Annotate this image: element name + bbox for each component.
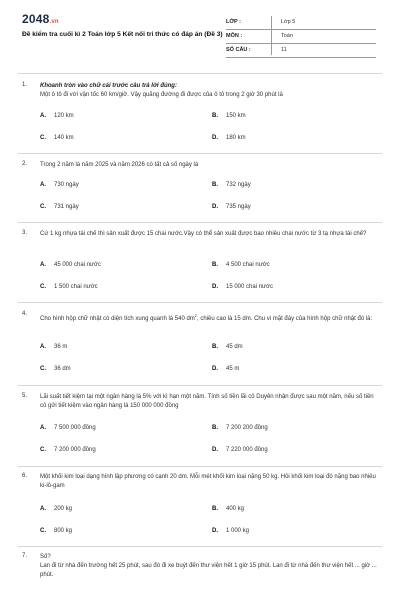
meta-label: SỐ CÂU : — [226, 47, 251, 53]
divider — [18, 153, 382, 154]
option-letter: B. — [212, 425, 218, 431]
logo-suffix: .vn — [49, 19, 59, 25]
option-a[interactable] — [40, 344, 67, 350]
question-number: 1. — [22, 82, 28, 88]
option-letter: A. — [40, 425, 46, 431]
option-text: 7 220 000 đồng — [226, 447, 268, 453]
option-d[interactable] — [212, 447, 268, 453]
option-letter: A. — [40, 113, 46, 119]
option-text: 7 500 000 đồng — [54, 425, 96, 431]
question-stem — [40, 393, 380, 411]
option-letter: C. — [40, 366, 46, 372]
option-d[interactable] — [212, 284, 273, 290]
option-letter: C. — [40, 447, 46, 453]
option-letter: C. — [40, 204, 46, 210]
question-number: 4. — [22, 311, 28, 317]
question-text: Lan đi từ nhà đến trường hết 25 phút, sau đó đi xe buýt đến thư viện hết 1 giờ 15 phút. Lan đi từ nhà đến thư viện hết ... giờ ... phút. — [40, 563, 377, 578]
meta-label: MÔN : — [226, 33, 243, 39]
logo-number: 2048 — [22, 12, 50, 26]
option-letter: D. — [212, 284, 218, 290]
option-c[interactable] — [40, 135, 74, 141]
option-a[interactable] — [40, 113, 74, 119]
option-c[interactable] — [40, 204, 79, 210]
option-d[interactable] — [212, 204, 251, 210]
option-text: 7 200 200 đồng — [226, 425, 268, 431]
option-a[interactable] — [40, 262, 101, 268]
divider — [18, 222, 382, 223]
divider — [18, 546, 382, 547]
option-text: 180 km — [226, 135, 246, 141]
question-number: 3. — [22, 230, 28, 236]
option-d[interactable] — [212, 366, 239, 372]
instruction: Khoanh tròn vào chữ cái trước câu trả lời đúng: — [40, 83, 177, 89]
meta-value: Lớp 5 — [281, 19, 296, 25]
option-text: 730 ngày — [54, 182, 79, 188]
question-prompt: Số? — [40, 554, 51, 560]
question-stem — [40, 311, 380, 324]
option-d[interactable] — [212, 135, 246, 141]
question-number: 7. — [22, 553, 28, 559]
option-text: 45 dm — [226, 344, 243, 350]
question-number: 2. — [22, 161, 28, 167]
question-stem — [40, 161, 380, 170]
option-text: 735 ngày — [226, 204, 251, 210]
option-text: 15 000 chai nước — [226, 284, 273, 290]
option-d[interactable] — [212, 528, 249, 534]
question-text: Cứ 1 kg nhựa tái chế thì sản xuất được 15 chai nước.Vậy có thể sản xuất được bao nhiêu chai nước từ 3 tạ nhựa tái chế? — [40, 231, 367, 237]
question-text: Cho hình hộp chữ nhật có diện tích xung quanh là 540 dm — [40, 316, 195, 322]
header — [0, 0, 400, 66]
option-b[interactable] — [212, 344, 243, 350]
option-letter: B. — [212, 113, 218, 119]
option-text: 150 km — [226, 113, 246, 119]
question-stem — [40, 82, 380, 100]
option-text: 800 kg — [54, 528, 73, 534]
option-letter: D. — [212, 135, 218, 141]
option-text: 7 200 000 đồng — [54, 447, 96, 453]
option-text: 36 m — [54, 344, 68, 350]
page-title: Đề kiểm tra cuối kì 2 Toán lớp 5 Kết nối tri thức có đáp án (Đề 3) — [22, 31, 223, 38]
option-letter: A. — [40, 182, 46, 188]
option-text: 732 ngày — [226, 182, 251, 188]
option-b[interactable] — [212, 113, 246, 119]
option-letter: C. — [40, 135, 46, 141]
meta-divider — [271, 16, 272, 55]
option-text: 400 kg — [226, 506, 245, 512]
option-text: 1 000 kg — [226, 528, 250, 534]
option-text: 200 kg — [54, 506, 73, 512]
question-stem — [40, 473, 380, 491]
question-number: 5. — [22, 393, 28, 399]
question-stem — [40, 553, 380, 580]
question-text: Lãi suất tiết kiệm tại một ngân hàng là 5% với kì hạn một năm. Tính số tiền lãi cô Duyên nhận được sau một năm, nếu số tiền cô gửi tiết kiệm vào ngân hàng là 150 000 000 đồng — [40, 394, 374, 409]
option-letter: A. — [40, 262, 46, 268]
question-text: Một khối kim loại dạng hình lập phương có cạnh 20 dm. Mỗi mét khối kim loại nặng 50 kg. Hỏi khối kim loại đó nặng bao nhiêu ki-lô-gam — [40, 474, 376, 489]
option-text: 45 m — [226, 366, 240, 372]
meta-row-socau — [226, 44, 376, 58]
option-letter: D. — [212, 447, 218, 453]
question-text: Trong 2 năm là năm 2025 và năm 2026 có tất cả số ngày là — [40, 162, 199, 168]
option-b[interactable] — [212, 262, 270, 268]
option-text: 140 km — [54, 135, 74, 141]
option-a[interactable] — [40, 506, 72, 512]
meta-row-mon — [226, 30, 376, 44]
meta-row-lop — [226, 16, 376, 30]
question-number: 6. — [22, 473, 28, 479]
option-letter: D. — [212, 366, 218, 372]
meta-value: 11 — [281, 47, 287, 53]
option-text: 36 dm — [54, 366, 71, 372]
option-letter: B. — [212, 262, 218, 268]
option-letter: A. — [40, 344, 46, 350]
option-letter: D. — [212, 528, 218, 534]
option-letter: B. — [212, 344, 218, 350]
option-b[interactable] — [212, 425, 268, 431]
question-text-cont: , chiều cao là 15 dm. Chu vi mặt đáy của hình hộp chữ nhật đó là: — [197, 316, 373, 322]
option-b[interactable] — [212, 182, 251, 188]
option-letter: D. — [212, 204, 218, 210]
divider — [18, 466, 382, 467]
option-a[interactable] — [40, 182, 79, 188]
option-letter: B. — [212, 182, 218, 188]
option-letter: C. — [40, 284, 46, 290]
option-text: 120 km — [54, 113, 74, 119]
option-text: 4 500 chai nước — [226, 262, 270, 268]
option-text: 45 000 chai nước — [54, 262, 101, 268]
option-text: 1 500 chai nước — [54, 284, 98, 290]
divider — [18, 385, 382, 386]
option-c[interactable] — [40, 528, 72, 534]
meta-value: Toán — [281, 33, 293, 39]
divider — [18, 73, 382, 74]
option-letter: B. — [212, 506, 218, 512]
option-text: 731 ngày — [54, 204, 79, 210]
question-stem — [40, 230, 380, 239]
logo[interactable] — [22, 12, 59, 26]
question-text: Một ô tô đi với vận tốc 60 km/giờ. Vậy quãng đường đi được của ô tô trong 2 giờ 30 phút là — [40, 92, 283, 98]
option-letter: C. — [40, 528, 46, 534]
option-letter: A. — [40, 506, 46, 512]
divider — [18, 302, 382, 303]
option-c[interactable] — [40, 284, 98, 290]
option-a[interactable] — [40, 425, 96, 431]
option-c[interactable] — [40, 447, 96, 453]
option-b[interactable] — [212, 506, 244, 512]
meta-label: LỚP : — [226, 19, 241, 25]
meta-box — [226, 16, 376, 58]
superscript: 2 — [194, 313, 198, 318]
option-c[interactable] — [40, 366, 71, 372]
